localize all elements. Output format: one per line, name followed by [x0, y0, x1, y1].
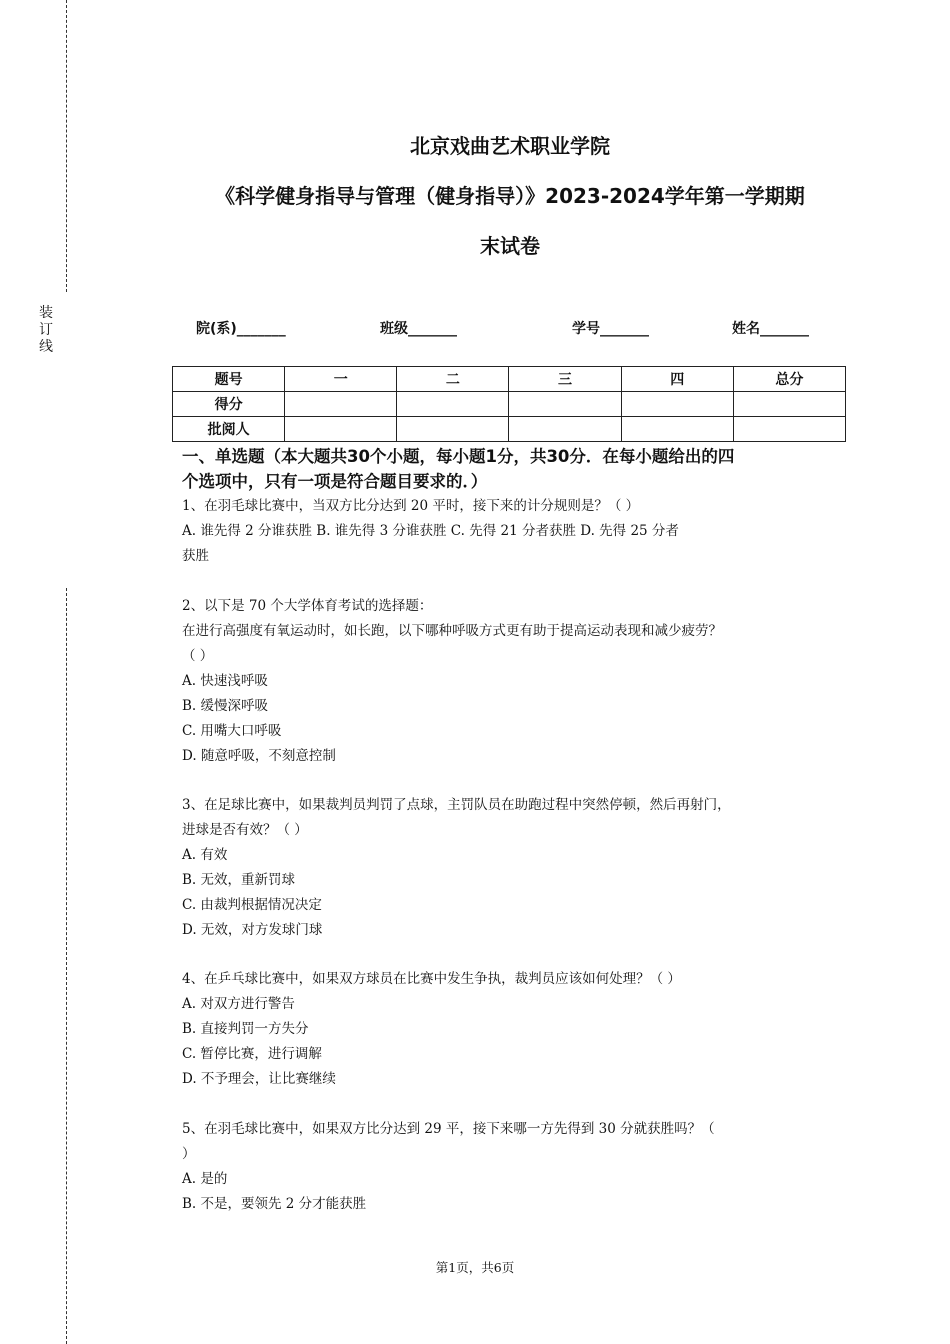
question-text: 1、在羽毛球比赛中，当双方比分达到 20 平时，接下来的计分规则是？（ ）	[182, 498, 640, 514]
option: A. 快速浅呼吸	[182, 673, 268, 689]
score-cell	[509, 392, 621, 417]
question-5	[182, 1117, 852, 1217]
section-heading	[182, 444, 832, 494]
reviewer-cell	[285, 417, 397, 442]
option: D. 不予理会，让比赛继续	[182, 1071, 336, 1087]
option: A. 有效	[182, 847, 228, 863]
option: C. 由裁判根据情况决定	[182, 897, 322, 913]
question-2	[182, 594, 852, 769]
question-text: ）	[182, 1146, 196, 1162]
option: C. 暂停比赛，进行调解	[182, 1046, 322, 1062]
section-heading-line: 一、单选题（本大题共30个小题，每小题1分，共30分．在每小题给出的四	[182, 447, 735, 466]
score-table-reviewer-row	[173, 417, 846, 442]
score-cell	[397, 392, 509, 417]
binding-label	[38, 305, 54, 356]
question-text: 5、在羽毛球比赛中，如果双方比分达到 29 平，接下来哪一方先得到 30 分就获胜吗？（	[182, 1121, 715, 1137]
question-text: 4、在乒乓球比赛中，如果双方球员在比赛中发生争执，裁判员应该如何处理？（ ）	[182, 971, 681, 987]
score-table-header-cell: 一	[285, 367, 397, 392]
question-text: 在进行高强度有氧运动时，如长跑，以下哪种呼吸方式更有助于提高运动表现和减少疲劳？	[182, 623, 722, 639]
option: B. 直接判罚一方失分	[182, 1021, 309, 1037]
score-cell	[285, 392, 397, 417]
question-options: 获胜	[182, 548, 209, 564]
name-field: 姓名_______	[732, 321, 809, 337]
reviewer-cell	[397, 417, 509, 442]
binding-char: 订	[39, 322, 53, 338]
binding-char: 装	[39, 305, 53, 321]
exam-title-line2: 末试卷	[480, 234, 540, 258]
reviewer-row-label: 批阅人	[173, 417, 285, 442]
option: B. 缓慢深呼吸	[182, 698, 269, 714]
reviewer-cell	[733, 417, 845, 442]
score-table-score-row	[173, 392, 846, 417]
section-heading-line: 个选项中，只有一项是符合题目要求的．）	[182, 472, 488, 491]
score-table-header-cell: 二	[397, 367, 509, 392]
question-3	[182, 793, 852, 943]
option: B. 不是，要领先 2 分才能获胜	[182, 1196, 367, 1212]
score-table-header-cell: 三	[509, 367, 621, 392]
option: A. 对双方进行警告	[182, 996, 295, 1012]
option: C. 用嘴大口呼吸	[182, 723, 282, 739]
binding-char: 线	[39, 339, 53, 355]
binding-dashed-line-top	[66, 0, 67, 292]
binding-dashed-line-bottom	[66, 588, 67, 1344]
score-row-label: 得分	[173, 392, 285, 417]
question-text: 进球是否有效？（ ）	[182, 822, 308, 838]
option: D. 无效，对方发球门球	[182, 922, 323, 938]
score-cell	[621, 392, 733, 417]
question-options: A. 谁先得 2 分谁获胜 B. 谁先得 3 分谁获胜 C. 先得 21 分者获胜 D. 先得 25 分者	[182, 523, 679, 539]
score-table-header-cell: 四	[621, 367, 733, 392]
score-table-header-cell: 题号	[173, 367, 285, 392]
question-1	[182, 494, 852, 569]
score-table-header-row	[173, 367, 846, 392]
school-title: 北京戏曲艺术职业学院	[410, 134, 610, 158]
student-id-field: 学号_______	[572, 321, 649, 337]
class-field: 班级_______	[380, 321, 457, 337]
reviewer-cell	[621, 417, 733, 442]
reviewer-cell	[509, 417, 621, 442]
page-number: 第1页，共6页	[435, 1260, 515, 1275]
option: A. 是的	[182, 1171, 228, 1187]
question-4	[182, 967, 852, 1092]
exam-title-line1: 《科学健身指导与管理（健身指导）》2023-2024学年第一学期期	[215, 184, 805, 208]
question-text: （ ）	[182, 648, 214, 664]
question-text: 2、以下是 70 个大学体育考试的选择题：	[182, 598, 433, 614]
option: B. 无效，重新罚球	[182, 872, 296, 888]
question-text: 3、在足球比赛中，如果裁判员判罚了点球，主罚队员在助跑过程中突然停顿，然后再射门，	[182, 797, 731, 813]
score-table-header-cell: 总分	[733, 367, 845, 392]
score-table	[172, 366, 846, 442]
score-cell	[733, 392, 845, 417]
dept-field: 院(系)_______	[196, 321, 286, 337]
option: D. 随意呼吸，不刻意控制	[182, 748, 336, 764]
